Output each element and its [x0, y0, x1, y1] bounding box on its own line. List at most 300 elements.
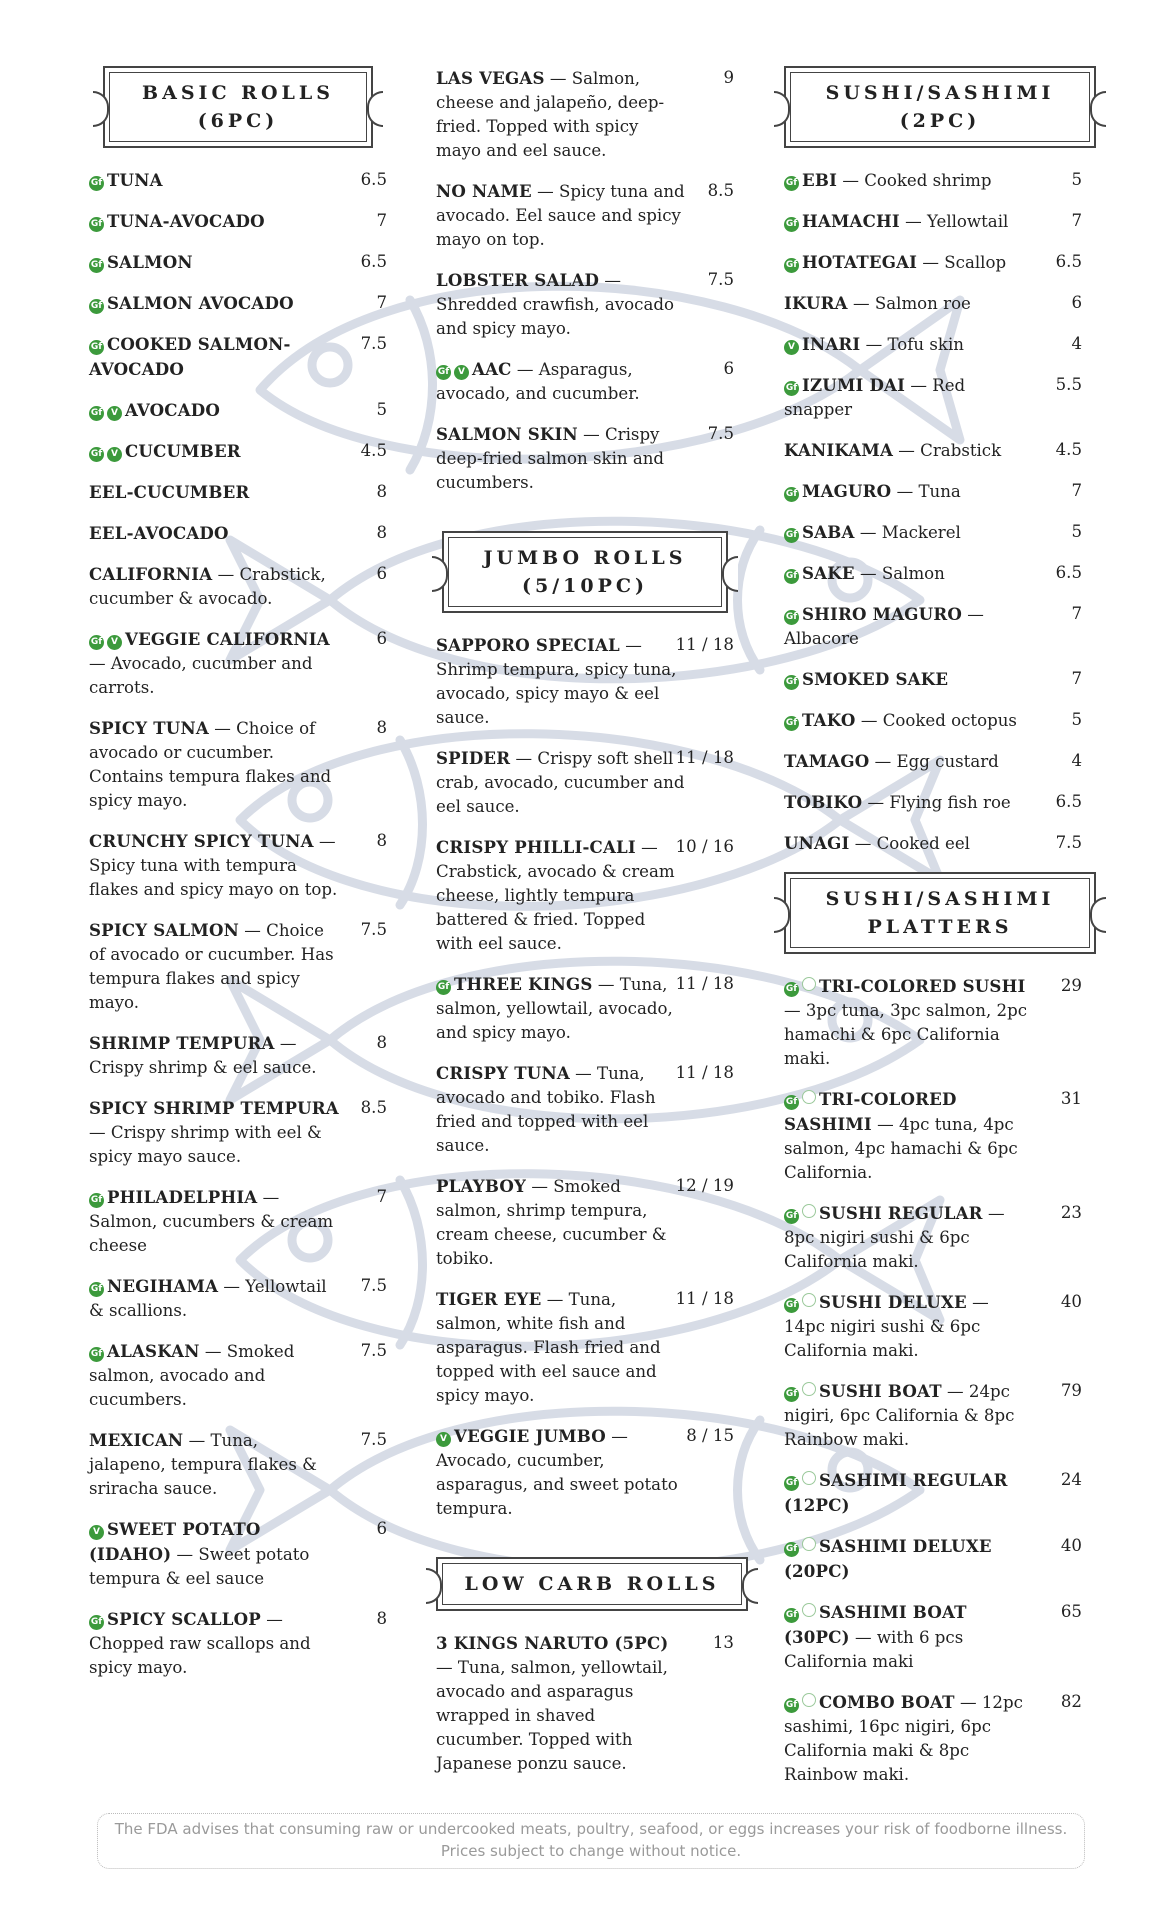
menu-item-text [89, 1339, 385, 1412]
menu-item [436, 179, 734, 252]
menu-item-price: 7.5 [360, 334, 387, 353]
menu-item-description: — Crabstick [893, 441, 1002, 460]
menu-item-name: TAMAGO [784, 751, 870, 771]
menu-item-name: SALMON SKIN [436, 424, 578, 444]
menu-item-price: 7.5 [360, 920, 387, 939]
menu-item-price: 8 [376, 718, 387, 737]
low-carb-rolls-list [436, 1631, 734, 1776]
menu-item [436, 268, 734, 341]
menu-item-price: 10 / 16 [675, 837, 734, 856]
menu-item [89, 168, 387, 193]
gluten-free-icon: Gf [89, 1615, 104, 1630]
menu-item-price: 7 [376, 1187, 387, 1206]
menu-item-price: 4 [1071, 751, 1082, 770]
section-header-sushi-sashimi [784, 66, 1096, 148]
menu-item-description: — 12pc sashimi, 16pc nigiri, 6pc California maki & 8pc Rainbow maki. [784, 1693, 1023, 1784]
menu-item-description: — Asparagus, avocado, and cucumber. [436, 360, 640, 403]
gluten-free-icon: Gf [89, 1347, 104, 1362]
section-header-basic-rolls [103, 66, 373, 148]
menu-item-description: — Tuna [891, 482, 961, 501]
menu-item-price: 79 [1060, 1381, 1082, 1400]
menu-item-name: CALIFORNIA [89, 564, 213, 584]
menu-item-text [784, 373, 1080, 422]
gluten-free-icon: Gf [784, 176, 799, 191]
menu-item-name: SPICY TUNA [89, 718, 209, 738]
menu-item-text [89, 250, 385, 275]
gluten-free-icon: Gf [784, 982, 799, 997]
menu-item [784, 831, 1082, 856]
menu-item-text [89, 480, 385, 505]
menu-item [436, 1174, 734, 1271]
menu-item-name: AAC [472, 359, 512, 379]
menu-item-description: — Salmon roe [847, 294, 971, 313]
menu-item [89, 1517, 387, 1591]
menu-item-name: VEGGIE CALIFORNIA [125, 629, 330, 649]
gluten-free-icon: Gf [784, 716, 799, 731]
menu-item-price: 24 [1060, 1470, 1082, 1489]
menu-item-description: — Egg custard [869, 752, 999, 771]
gluten-free-icon: Gf [784, 1542, 799, 1557]
option-circle-icon [802, 1603, 816, 1617]
menu-item-text [89, 1185, 385, 1258]
menu-item-price: 11 / 18 [675, 1063, 734, 1082]
menu-item-price: 7 [376, 211, 387, 230]
menu-item-price: 31 [1060, 1089, 1082, 1108]
menu-item-text [89, 1607, 385, 1680]
gluten-free-icon: Gf [784, 675, 799, 690]
menu-item-text [784, 520, 1080, 545]
menu-item-description: — Crispy shrimp with eel & spicy mayo sauce. [89, 1123, 322, 1166]
menu-item-description: — Scallop [917, 253, 1007, 272]
menu-item [784, 168, 1082, 193]
gluten-free-icon: Gf [784, 487, 799, 502]
menu-item-description: — Sweet potato tempura & eel sauce [89, 1545, 310, 1588]
menu-item-name: 3 KINGS NARUTO (5PC) [436, 1633, 669, 1653]
menu-item-name: PLAYBOY [436, 1176, 527, 1196]
menu-item-description: — Smoked salmon, avocado and cucumbers. [89, 1342, 295, 1409]
menu-item-price: 6.5 [360, 252, 387, 271]
menu-item-description: — Salmon, cheese and jalapeño, deep-fried. Topped with spicy mayo and eel sauce. [436, 69, 665, 160]
menu-item-name: SUSHI DELUXE [819, 1292, 967, 1312]
menu-item-description: — Crispy shrimp & eel sauce. [89, 1034, 317, 1077]
menu-item [784, 1468, 1082, 1518]
menu-item-description: — Choice of avocado or cucumber. Has tempura flakes and spicy mayo. [89, 921, 334, 1012]
menu-item-name: SALMON [107, 252, 193, 272]
menu-item-description: — Albacore [784, 605, 984, 648]
menu-item [436, 422, 734, 495]
menu-item-name: SHRIMP TEMPURA [89, 1033, 275, 1053]
menu-item-text [784, 667, 1080, 692]
menu-item-description: — Red snapper [784, 376, 966, 419]
menu-item-text [784, 250, 1080, 275]
menu-item-name: SABA [802, 522, 855, 542]
menu-item-name: HOTATEGAI [802, 252, 918, 272]
menu-item-description: — Yellowtail [899, 212, 1009, 231]
menu-item [436, 972, 734, 1045]
menu-item-text [784, 168, 1080, 193]
menu-item-name: TIGER EYE [436, 1289, 542, 1309]
vegetarian-icon: V [454, 365, 469, 380]
disclaimer-line: The FDA advises that consuming raw or undercooked meats, poultry, seafood, or eggs increases your risk of foodborne illness. [114, 1820, 1068, 1838]
menu-item-text [436, 357, 732, 406]
menu-item-text [784, 831, 1080, 856]
menu-item-name: SPIDER [436, 748, 511, 768]
menu-item-description: — Tuna, salmon, white fish and asparagus. Flash fried and topped with eel sauce and spicy mayo. [436, 1290, 661, 1405]
vegetarian-icon: V [89, 1525, 104, 1540]
gluten-free-icon: Gf [784, 1387, 799, 1402]
menu-item-price: 4 [1071, 334, 1082, 353]
sushi-sashimi-list [784, 168, 1082, 856]
menu-item [89, 291, 387, 316]
gluten-free-icon: Gf [784, 1209, 799, 1224]
menu-item-name: TRI-COLORED SUSHI [819, 976, 1026, 996]
menu-item-price: 8.5 [360, 1098, 387, 1117]
menu-item-description: — Avocado, cucumber, asparagus, and sweet potato tempura. [436, 1427, 678, 1518]
menu-item-text [784, 1534, 1080, 1584]
menu-item-description: — Shrimp tempura, spicy tuna, avocado, spicy mayo & eel sauce. [436, 636, 677, 727]
option-circle-icon [802, 1693, 816, 1707]
menu-item [784, 749, 1082, 774]
menu-item-name: MAGURO [802, 481, 892, 501]
menu-item-price: 65 [1060, 1602, 1082, 1621]
menu-item-name: SMOKED SAKE [802, 669, 949, 689]
section-header-low-carb-rolls [436, 1557, 748, 1611]
menu-item-name: THREE KINGS [454, 974, 593, 994]
menu-item-text [784, 561, 1080, 586]
gluten-free-icon: Gf [436, 365, 451, 380]
menu-item [436, 66, 734, 163]
menu-item-description: — Salmon [854, 564, 945, 583]
gluten-free-icon: Gf [784, 1698, 799, 1713]
menu-item-price: 8.5 [707, 181, 734, 200]
menu-item [784, 438, 1082, 463]
menu-item [89, 918, 387, 1015]
gluten-free-icon: Gf [89, 340, 104, 355]
menu-item-name: COOKED SALMON-AVOCADO [89, 334, 291, 379]
menu-item-description: — Tofu skin [860, 335, 964, 354]
menu-item-name: IZUMI DAI [802, 375, 906, 395]
column-right [784, 66, 1082, 1803]
menu-item [89, 1185, 387, 1258]
menu-item [784, 790, 1082, 815]
menu-item-text [89, 439, 385, 464]
menu-item-name: SWEET POTATO (IDAHO) [89, 1519, 261, 1564]
menu-item-name: SASHIMI REGULAR (12PC) [784, 1470, 1008, 1515]
section-subtitle: (2PC) [899, 110, 981, 132]
menu-item-price: 7.5 [360, 1341, 387, 1360]
menu-item-text [784, 479, 1080, 504]
section-title: JUMBO ROLLS [483, 547, 687, 569]
gluten-free-icon: Gf [89, 447, 104, 462]
menu-item [89, 562, 387, 611]
menu-item-description: — Spicy tuna and avocado. Eel sauce and spicy mayo on top. [436, 182, 685, 249]
section-title: SUSHI/SASHIMI [825, 888, 1055, 910]
menu-item [784, 708, 1082, 733]
gluten-free-icon: Gf [784, 610, 799, 625]
menu-item [89, 1428, 387, 1501]
menu-item-description: — Avocado, cucumber and carrots. [89, 654, 313, 697]
menu-item-name: VEGGIE JUMBO [454, 1426, 606, 1446]
menu-item-price: 4.5 [1055, 440, 1082, 459]
menu-item-name: EBI [802, 170, 838, 190]
menu-item [784, 1201, 1082, 1274]
menu-item-text [784, 1379, 1080, 1452]
menu-item-text [89, 716, 385, 813]
gluten-free-icon: Gf [89, 406, 104, 421]
menu-item-description: — Flying fish roe [862, 793, 1011, 812]
menu-item-price: 6 [723, 359, 734, 378]
menu-item [89, 1031, 387, 1080]
menu-item-description: — Crispy deep-fried salmon skin and cucumbers. [436, 425, 665, 492]
menu-item-description: — Choice of avocado or cucumber. Contains tempura flakes and spicy mayo. [89, 719, 332, 810]
menu-item-name: CUCUMBER [125, 441, 241, 461]
gluten-free-icon: Gf [784, 258, 799, 273]
menu-item [89, 716, 387, 813]
menu-item-price: 6 [376, 1519, 387, 1538]
menu-item-text [89, 291, 385, 316]
menu-item-price: 7 [376, 293, 387, 312]
menu-item-description: — Tuna, salmon, yellowtail, avocado, and spicy mayo. [436, 975, 673, 1042]
menu-item-price: 82 [1060, 1692, 1082, 1711]
menu-item [89, 209, 387, 234]
menu-item-price: 5 [1071, 710, 1082, 729]
option-circle-icon [802, 1537, 816, 1551]
menu-item-price: 13 [712, 1633, 734, 1652]
menu-item-text [784, 1690, 1080, 1787]
menu-item-name: TOBIKO [784, 792, 863, 812]
menu-item-text [784, 974, 1080, 1071]
menu-item-text [436, 66, 732, 163]
menu-item-text [89, 398, 385, 423]
menu-item-description: — Tuna, avocado and tobiko. Flash fried and topped with eel sauce. [436, 1064, 656, 1155]
gluten-free-icon: Gf [89, 258, 104, 273]
section-title: SUSHI/SASHIMI [825, 82, 1055, 104]
menu-item-description: — Salmon, cucumbers & cream cheese [89, 1188, 334, 1255]
menu-item-name: PHILADELPHIA [107, 1187, 258, 1207]
menu-item-price: 5 [376, 400, 387, 419]
menu-item-text [89, 209, 385, 234]
platters-list [784, 974, 1082, 1787]
menu-item-text [784, 1468, 1080, 1518]
menu-item-name: HAMACHI [802, 211, 900, 231]
menu-item-price: 40 [1060, 1292, 1082, 1311]
vegetarian-icon: V [107, 447, 122, 462]
gluten-free-icon: Gf [89, 635, 104, 650]
menu-item-price: 6.5 [1055, 792, 1082, 811]
menu-item [784, 1087, 1082, 1185]
menu-item-price: 7 [1071, 211, 1082, 230]
menu-item-price: 11 / 18 [675, 748, 734, 767]
menu-item-text [89, 1096, 385, 1169]
menu-item-name: SAKE [802, 563, 855, 583]
menu-item [784, 1600, 1082, 1674]
menu-item [784, 373, 1082, 422]
menu-item-name: ALASKAN [107, 1341, 200, 1361]
menu-item-price: 6.5 [360, 170, 387, 189]
menu-item-price: 11 / 18 [675, 1289, 734, 1308]
menu-item-text [89, 1274, 385, 1323]
vegetarian-icon: V [107, 406, 122, 421]
menu-item [436, 835, 734, 956]
menu-item-name: TUNA [107, 170, 163, 190]
menu-item-text [784, 749, 1080, 774]
section-title: BASIC ROLLS [142, 82, 334, 104]
option-circle-icon [802, 1471, 816, 1485]
menu-item-name: SPICY SHRIMP TEMPURA [89, 1098, 339, 1118]
menu-item-name: SPICY SCALLOP [107, 1609, 261, 1629]
menu-item-name: COMBO BOAT [819, 1692, 955, 1712]
menu-item-description: — Crabstick, avocado & cream cheese, lightly tempura battered & fried. Topped with eel sauce. [436, 838, 675, 953]
menu-item [784, 1534, 1082, 1584]
menu-item-price: 23 [1060, 1203, 1082, 1222]
gluten-free-icon: Gf [784, 217, 799, 232]
menu-item-price: 7.5 [707, 424, 734, 443]
section-header-jumbo-rolls [442, 531, 728, 613]
menu-item [89, 829, 387, 902]
menu-item-description: — 3pc tuna, 3pc salmon, 2pc hamachi & 6pc California maki. [784, 1001, 1027, 1068]
gluten-free-icon: Gf [784, 1095, 799, 1110]
menu-item-price: 5.5 [1055, 375, 1082, 394]
menu-item-price: 12 / 19 [675, 1176, 734, 1195]
menu-item-name: MEXICAN [89, 1430, 184, 1450]
menu-item [784, 479, 1082, 504]
menu-item-price: 8 [376, 1033, 387, 1052]
menu-item [89, 250, 387, 275]
menu-item-name: SUSHI BOAT [819, 1381, 942, 1401]
menu-item-price: 7.5 [1055, 833, 1082, 852]
menu-item-name: TRI-COLORED SASHIMI [784, 1089, 957, 1134]
section-header-platters [784, 872, 1096, 954]
menu-item [436, 633, 734, 730]
menu-item-price: 6 [376, 629, 387, 648]
menu-item [436, 1631, 734, 1776]
menu-item-text [784, 1600, 1080, 1674]
menu-item-name: SASHIMI BOAT (30PC) [784, 1602, 967, 1647]
menu-item [436, 1424, 734, 1521]
menu-item-text [89, 627, 385, 700]
menu-item-price: 11 / 18 [675, 974, 734, 993]
menu-item [89, 1607, 387, 1680]
menu-item-description: — Crabstick, cucumber & avocado. [89, 565, 326, 608]
menu-item [436, 1287, 734, 1408]
menu-item-name: EEL-CUCUMBER [89, 482, 250, 502]
menu-item [784, 250, 1082, 275]
menu-item-text [784, 438, 1080, 463]
menu-item-name: INARI [802, 334, 861, 354]
menu-item-text [784, 790, 1080, 815]
menu-item-name: TAKO [802, 710, 856, 730]
menu-item-price: 5 [1071, 170, 1082, 189]
menu-item-price: 6 [1071, 293, 1082, 312]
menu-item-name: SASHIMI DELUXE (20PC) [784, 1536, 992, 1581]
menu-item-text [784, 1290, 1080, 1363]
menu-item [89, 1274, 387, 1323]
menu-item-price: 8 [376, 831, 387, 850]
menu-item-text [89, 1428, 385, 1501]
menu-item-description: — Tuna, salmon, yellowtail, avocado and asparagus wrapped in shaved cucumber. Topped with Japanese ponzu sauce. [436, 1658, 668, 1773]
menu-item-price: 6.5 [1055, 252, 1082, 271]
menu-item-price: 11 / 18 [675, 635, 734, 654]
vegetarian-icon: V [107, 635, 122, 650]
menu-item-name: EEL-AVOCADO [89, 523, 229, 543]
menu-item [89, 398, 387, 423]
menu-item-price: 7.5 [360, 1276, 387, 1295]
menu-item-name: IKURA [784, 293, 848, 313]
menu-item-name: NEGIHAMA [107, 1276, 219, 1296]
section-subtitle: (6PC) [197, 110, 279, 132]
menu-item-text [784, 708, 1080, 733]
menu-item [784, 1379, 1082, 1452]
menu-item-price: 7 [1071, 481, 1082, 500]
menu-item-name: KANIKAMA [784, 440, 894, 460]
menu-item-description: — Cooked eel [849, 834, 970, 853]
special-rolls-list [436, 66, 734, 495]
menu-item [89, 439, 387, 464]
menu-item [436, 746, 734, 819]
menu-item-text [784, 332, 1080, 357]
menu-item [784, 667, 1082, 692]
menu-item [436, 357, 734, 406]
menu-item-price: 8 [376, 482, 387, 501]
section-subtitle: PLATTERS [867, 916, 1013, 938]
option-circle-icon [802, 1382, 816, 1396]
menu-item-text [436, 1631, 732, 1776]
menu-item-description: — 4pc tuna, 4pc salmon, 4pc hamachi & 6pc California. [784, 1115, 1018, 1182]
menu-item-description: — 24pc nigiri, 6pc California & 8pc Rainbow maki. [784, 1382, 1015, 1449]
menu-item-name: AVOCADO [125, 400, 221, 420]
menu-item-price: 4.5 [360, 441, 387, 460]
menu-item-description: — Shredded crawfish, avocado and spicy mayo. [436, 271, 674, 338]
menu-item-name: SHIRO MAGURO [802, 604, 962, 624]
menu-item-price: 6.5 [1055, 563, 1082, 582]
menu-item [784, 602, 1082, 651]
menu-item-text [436, 179, 732, 252]
menu-item-price: 8 [376, 523, 387, 542]
fda-disclaimer [97, 1813, 1085, 1869]
menu-item [89, 521, 387, 546]
menu-item-text [89, 918, 385, 1015]
menu-item-text [89, 1517, 385, 1591]
menu-item-name: SPICY SALMON [89, 920, 239, 940]
menu-item-name: CRISPY PHILLI-CALI [436, 837, 636, 857]
column-middle [436, 66, 734, 1792]
gluten-free-icon: Gf [784, 569, 799, 584]
menu-item-description: — with 6 pcs California maki [784, 1628, 964, 1671]
menu-item-name: SALMON AVOCADO [107, 293, 294, 313]
menu-item-text [784, 1201, 1080, 1274]
menu-item-price: 7.5 [707, 270, 734, 289]
menu-item-text [784, 291, 1080, 316]
menu-item-name: LOBSTER SALAD [436, 270, 600, 290]
menu-item [784, 332, 1082, 357]
gluten-free-icon: Gf [89, 299, 104, 314]
gluten-free-icon: Gf [89, 1193, 104, 1208]
menu-item [89, 1096, 387, 1169]
menu-item [784, 209, 1082, 234]
menu-item-text [89, 1031, 385, 1080]
menu-item-price: 7 [1071, 604, 1082, 623]
menu-item [784, 1690, 1082, 1787]
menu-item-price: 9 [723, 68, 734, 87]
menu-item-description: — Cooked octopus [855, 711, 1017, 730]
menu-item-description: — 14pc nigiri sushi & 6pc California maki. [784, 1293, 989, 1360]
menu-item-price: 29 [1060, 976, 1082, 995]
menu-item-text [436, 268, 732, 341]
menu-item-name: LAS VEGAS [436, 68, 545, 88]
disclaimer-line: Prices subject to change without notice. [440, 1842, 742, 1860]
menu-item-description: — Tuna, jalapeno, tempura flakes & sriracha sauce. [89, 1431, 317, 1498]
menu-item-text [89, 521, 385, 546]
